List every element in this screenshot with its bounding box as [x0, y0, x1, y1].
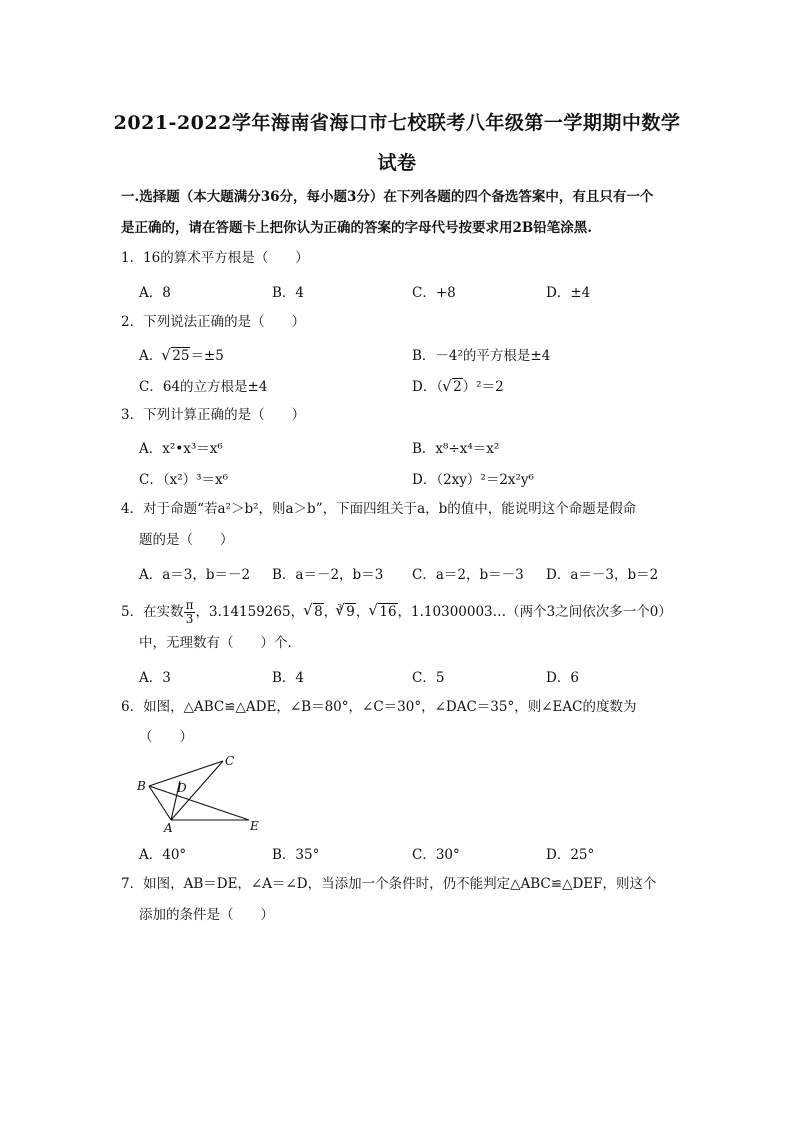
q2-stem: 2．下列说法正确的是（ ）	[121, 314, 306, 330]
section-instructions-line1: 一.选择题（本大题满分36分，每小题3分）在下列各题的四个备选答案中，有且只有一个	[121, 189, 654, 205]
q7-stem-line2: 添加的条件是（ ）	[139, 907, 274, 923]
q1-stem: 1．16的算术平方根是（ ）	[121, 250, 309, 266]
q4-option-a: A．a＝3，b＝－2	[139, 567, 251, 583]
label-c: C	[225, 754, 235, 768]
q2-option-a: A．√ 25＝±5	[139, 344, 224, 364]
q2-option-c: C．64的立方根是±4	[139, 379, 268, 395]
q3-option-d: D．（2xy）²＝2x²y⁶	[412, 472, 534, 488]
q5-stem-line2: 中，无理数有（ ）个．	[139, 635, 301, 651]
q3-option-a: A．x²•x³＝x⁶	[139, 441, 223, 457]
label-a: A	[164, 821, 173, 835]
triangle-figure	[133, 748, 273, 836]
segment-ba	[149, 786, 171, 820]
label-b: B	[137, 779, 146, 793]
q6-stem-line2: （ ）	[139, 729, 193, 745]
q7-stem-line1: 7．如图，AB＝DE，∠A＝∠D，当添加一个条件时，仍不能判定△ABC≌△DEF，则这个	[121, 876, 657, 892]
exam-title-line1: 2021-2022学年海南省海口市七校联考八年级第一学期期中数学	[113, 112, 681, 134]
q1-option-d: D．±4	[546, 285, 591, 301]
q5-option-c: C．5	[412, 670, 445, 686]
section-instructions-line2: 是正确的，请在答题卡上把你认为正确的答案的字母代号按要求用2B铅笔涂黑.	[121, 220, 593, 236]
q5-stem-line1: 5．在实数 $\frac{\pi}{3}$ ，3.14159265，√ 8，$^3$√ 9，√ 16，1.10300003…（两个3之间依次多一个0）	[121, 599, 672, 626]
q5-option-d: D．6	[546, 670, 579, 686]
q5-option-a: A．3	[139, 670, 171, 686]
q6-stem-line1: 6．如图，△ABC≌△ADE，∠B＝80°，∠C＝30°，∠DAC＝35°，则∠EAC的度数为	[121, 699, 637, 715]
segment-eb	[149, 786, 249, 820]
q1-option-c: C．+8	[412, 285, 456, 301]
q6-option-b: B．35°	[272, 847, 320, 863]
q3-option-b: B．x⁸÷x⁴＝x²	[412, 441, 500, 457]
q4-option-d: D．a＝－3，b＝2	[546, 567, 659, 583]
q3-option-c: C．（x²）³＝x⁶	[139, 472, 229, 488]
q2-option-b: B．－4²的平方根是±4	[412, 348, 551, 364]
exam-title-line2: 试卷	[377, 152, 417, 174]
q4-stem-line2: 题的是（ ）	[139, 532, 234, 548]
q6-option-d: D．25°	[546, 847, 595, 863]
q2-option-d: D．（√ 2）²＝2	[412, 375, 504, 395]
q1-option-a: A．8	[139, 285, 171, 301]
q4-option-b: B．a＝－2，b＝3	[272, 567, 384, 583]
q5-option-b: B．4	[272, 670, 305, 686]
label-e: E	[250, 819, 259, 833]
q6-option-c: C．30°	[412, 847, 460, 863]
q4-option-c: C．a＝2，b＝－3	[412, 567, 524, 583]
q4-stem-line1: 4．对于命题“若a²＞b²，则a＞b”，下面四组关于a，b的值中，能说明这个命题是假命	[121, 501, 637, 517]
q6-option-a: A．40°	[139, 847, 187, 863]
label-d: D	[177, 781, 187, 795]
q3-stem: 3．下列计算正确的是（ ）	[121, 407, 306, 423]
pi-over-3-fraction: $\frac{\pi}{3}$	[185, 598, 194, 626]
q1-option-b: B．4	[272, 285, 305, 301]
